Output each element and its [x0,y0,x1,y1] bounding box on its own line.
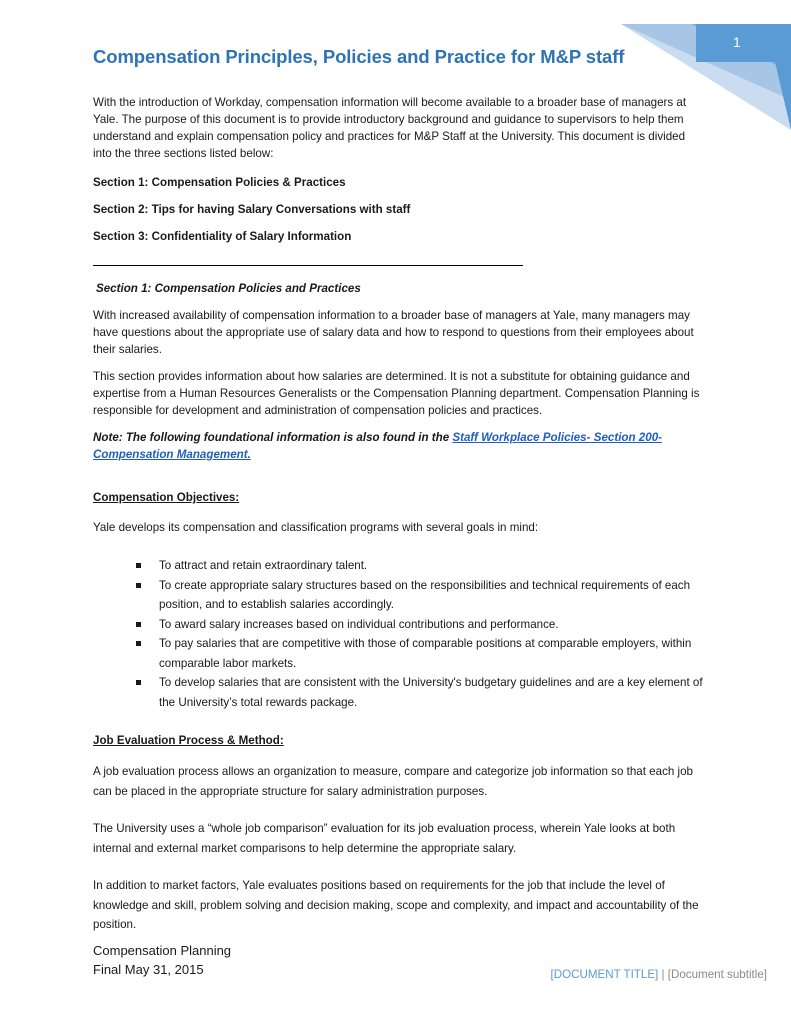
goal-text: To attract and retain extraordinary talent. [159,559,368,572]
section-list-item-1: Section 1: Compensation Policies & Practices [93,176,346,189]
goal-text: To create appropriate salary structures based on the responsibilities and technical requirements of each position, and to establish salaries accordingly. [159,578,691,611]
bullet-square-icon [136,680,141,685]
job-evaluation-paragraph-3: In addition to market factors, Yale evaluates positions based on requirements for the job that include the level of knowledge and skill, problem solving and decision making, scope and complexity, and impact and accountability of the position. [93,879,699,931]
list-item [93,634,705,673]
bullet-square-icon [136,563,141,568]
list-item [93,615,705,635]
horizontal-rule [93,265,523,266]
bullet-square-icon [136,622,141,627]
job-evaluation-paragraph-2: The University uses a “whole job comparison” evaluation for its job evaluation process, wherein Yale looks at both internal and external market comparisons to help determine the appropriate salary. [93,822,676,855]
job-evaluation-heading: Job Evaluation Process & Method: [93,734,284,747]
section1-paragraph-1: With increased availability of compensation information to a broader base of managers at Yale, many managers may have questions about the appropriate use of salary data and how to respond to questions from their employees about their salaries. [93,309,694,356]
bullet-square-icon [136,583,141,588]
footer-left [93,941,231,979]
footer-separator: | [658,968,668,981]
footer-document-title: [DOCUMENT TITLE] [550,968,659,981]
footer-document-subtitle: [Document subtitle] [667,968,767,981]
section1-paragraph-2: This section provides information about how salaries are determined. It is not a substitute for obtaining guidance and expertise from a Human Resources Generalists or the Compensation Planning department. Compensation Planning is responsible for development and administration of compensation policies and practices. [93,370,700,417]
objectives-intro: Yale develops its compensation and classification programs with several goals in mind: [93,521,539,534]
list-item [93,556,705,576]
list-item [93,576,705,615]
section1-heading: Section 1: Compensation Policies and Practices [96,282,361,295]
section-list-item-2: Section 2: Tips for having Salary Conversations with staff [93,203,411,216]
footer-department: Compensation Planning [93,943,232,958]
page-number: 1 [733,34,741,50]
document-title: Compensation Principles, Policies and Practice for M&P staff [93,46,625,67]
staff-workplace-policies-link[interactable]: Staff Workplace Policies- Section 200- Compensation Management. [93,431,663,461]
goals-list [93,556,705,712]
intro-paragraph: With the introduction of Workday, compensation information will become available to a broader base of managers at Yale. The purpose of this document is to provide introductory background and guidance to supervisors to help them understand and explain compensation policy and practices for M&P Staff at the University. This document is divided into the three sections listed below: [93,96,687,160]
section-list-item-3: Section 3: Confidentiality of Salary Information [93,230,352,243]
note-prefix: Note: The following foundational information is also found in the [93,431,453,444]
document-body [93,46,705,953]
job-evaluation-paragraph-1: A job evaluation process allows an organization to measure, compare and categorize job information so that each job can be placed in the appropriate structure for salary administration purposes. [93,765,694,798]
goal-text: To develop salaries that are consistent with the University's budgetary guidelines and are a key element of the University’s total rewards package. [159,676,703,709]
bullet-square-icon [136,641,141,646]
list-item [93,673,705,712]
footer-right [550,968,767,981]
objectives-heading: Compensation Objectives: [93,491,240,504]
goal-text: To award salary increases based on individual contributions and performance. [159,617,559,631]
footer-date: Final May 31, 2015 [93,962,204,977]
goal-text: To pay salaries that are competitive with those of comparable positions at comparable employers, within comparable labor markets. [159,637,692,670]
note-paragraph [93,429,705,463]
